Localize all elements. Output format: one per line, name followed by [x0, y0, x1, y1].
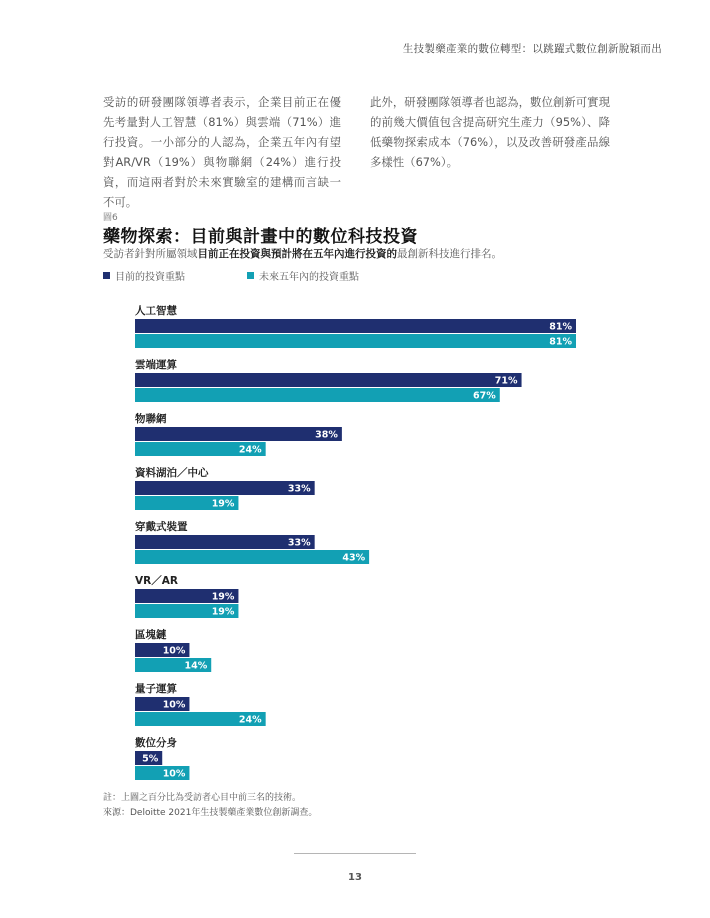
subtitle-post: 最創新科技進行排名。 — [397, 248, 502, 260]
bar-current — [135, 319, 576, 333]
chart-note: 註：上圖之百分比為受訪者心目中前三名的技術。 — [103, 793, 302, 803]
category-label: 人工智慧 — [135, 305, 177, 317]
body-paragraph-right: 此外，研發團隊領導者也認為，數位創新可實現的前幾大價值包含提高研究生產力（95%）、降低藥物探索成本（76%），以及改善研發產品線多樣性（67%）。 — [370, 95, 610, 169]
data-label: 10% — [162, 699, 186, 711]
category-label: 數位分身 — [135, 737, 177, 749]
data-label: 71% — [494, 375, 518, 387]
category-label: 物聯網 — [135, 413, 167, 425]
category-label: 資料湖泊／中心 — [135, 467, 209, 479]
category-label: 區塊鏈 — [135, 629, 167, 641]
category-label: 雲端運算 — [135, 359, 177, 371]
legend-label-current: 目前的投資重點 — [115, 272, 185, 283]
legend-label-future: 未來五年內的投資重點 — [259, 272, 359, 283]
page-number: 13 — [348, 872, 362, 883]
data-label: 67% — [473, 390, 496, 402]
bar-future — [135, 388, 500, 402]
category-label: VR／AR — [135, 575, 178, 587]
bar-current — [135, 373, 522, 387]
footer-divider — [294, 853, 416, 854]
bar-future — [135, 550, 369, 564]
category-label: 穿戴式裝置 — [135, 521, 188, 533]
bar-current — [135, 427, 342, 441]
body-paragraph-left: 受訪的研發團隊領導者表示，企業目前正在優先考量對人工智慧（81%）與雲端（71%）進行投資。一小部分的人認為，企業五年內有望對AR/VR（19%）與物聯網（24%）進行投資，而這兩者對於未來實驗室的建構而言缺一不可。 — [103, 95, 341, 209]
data-label: 10% — [162, 645, 186, 657]
chart-source: 來源：Deloitte 2021年生技製藥產業數位創新調查。 — [103, 808, 318, 818]
data-label: 33% — [287, 537, 311, 549]
subtitle-bold: 目前正在投資與預計將在五年內進行投資的 — [197, 248, 397, 260]
data-label: 19% — [211, 498, 235, 510]
data-label: 33% — [287, 483, 311, 495]
data-label: 5% — [142, 753, 159, 765]
running-header: 生技製藥產業的數位轉型：以跳躍式數位創新脫穎而出 — [402, 43, 662, 55]
data-label: 43% — [342, 552, 366, 564]
data-label: 19% — [211, 606, 235, 618]
data-label: 14% — [184, 660, 208, 672]
data-label: 19% — [211, 591, 235, 603]
subtitle-pre: 受訪者針對所屬領域 — [103, 248, 198, 260]
data-label: 24% — [238, 714, 262, 726]
data-label: 81% — [549, 336, 572, 348]
data-label: 81% — [549, 321, 572, 333]
data-label: 38% — [315, 429, 338, 441]
data-label: 24% — [238, 444, 262, 456]
category-label: 量子運算 — [135, 683, 177, 695]
bar-future — [135, 334, 576, 348]
figure-title: 藥物探索：目前與計畫中的數位科技投資 — [103, 227, 418, 247]
figure-label: 圖6 — [103, 213, 118, 223]
data-label: 10% — [162, 768, 186, 780]
